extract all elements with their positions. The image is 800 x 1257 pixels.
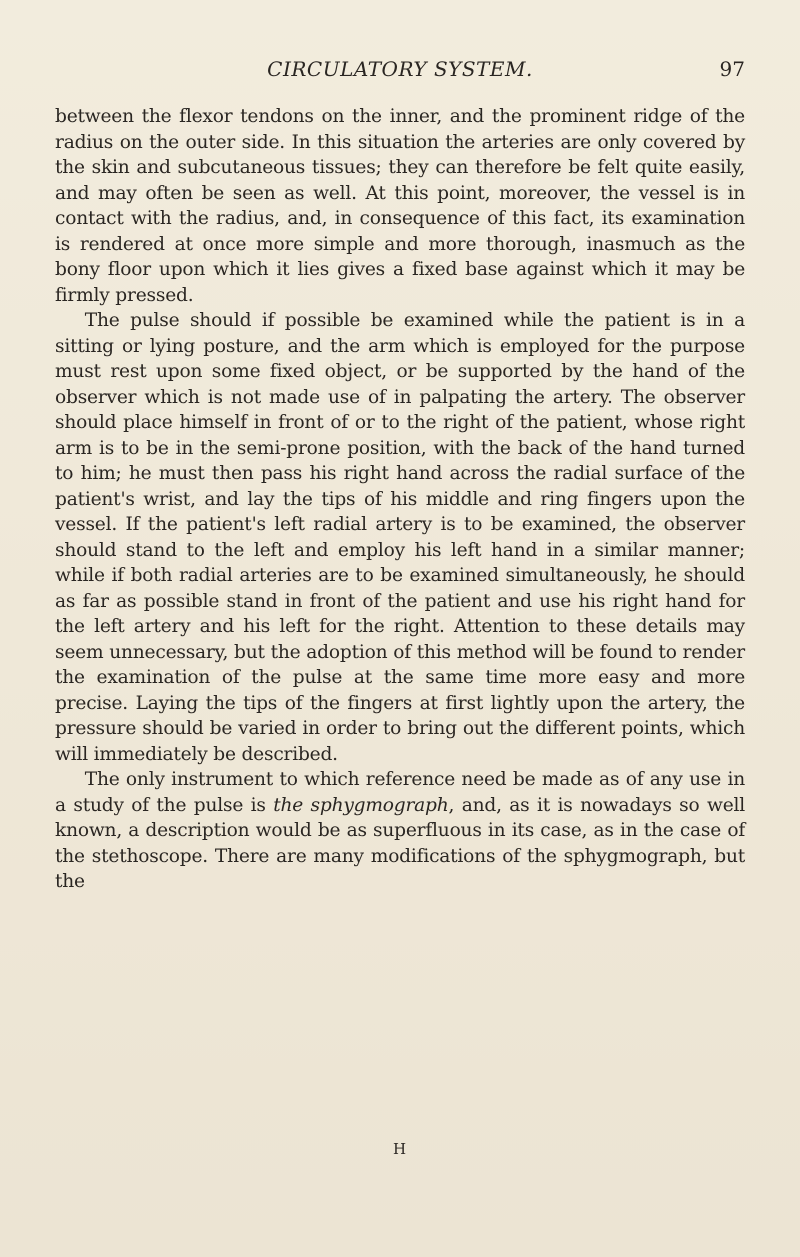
signature-mark: H [392,1140,408,1158]
paragraph-sphygmograph-end: , and, as it is nowadays so well known, a description would be as superfluous in its case, as in the case of the stethoscope. There are many modifications of the sphygmograph, but the [55,794,745,892]
sphygmograph-term: the sphygmograph [273,794,449,816]
running-head [55,57,745,87]
page-number: 97 [719,57,745,81]
body-text [55,104,745,895]
paragraph-sphygmograph [55,767,745,895]
paragraph-continued: between the flexor tendons on the inner, and the prominent ridge of the radius on the outer side. In this situation the arteries are only covered by the skin and subcutaneous tissues; they can therefore be felt quite easily, and may often be seen as well. At this point, moreover, the vessel is in contact with the radius, and, in consequence of this fact, its examination is rendered at once more simple and more thorough, inasmuch as the bony floor upon which it lies gives a fixed base against which it may be firmly pressed. [55,106,745,306]
paragraph-sphygmograph-start: The only instrument to which reference need be made as of any use in a study of the pulse is [55,769,745,816]
running-title: CIRCULATORY SYSTEM. [267,57,533,81]
paragraph-pulse-examination: The pulse should if possible be examined while the patient is in a sitting or lying posture, and the arm which is employed for the purpose must rest upon some fixed object, or be supported by the hand of the observer which is not made use of in palpating the artery. The observer should place himself in front of or to the right of the patient, whose right arm is to be in the semi-prone position, with the back of the hand turned to him; he must then pass his right hand across the radial surface of the patient's wrist, and lay the tips of his middle and ring fingers upon the vessel. If the patient's left radial artery is to be examined, the observer should stand to the left and employ his left hand in a similar manner; while if both radial arteries are to be examined simultaneously, he should as far as possible stand in front of the patient and use his right hand for the left artery and his left for the right. Attention to these details may seem unnecessary, but the adoption of this method will be found to render the examination of the pulse at the same time more easy and more precise. Laying the tips of the fingers at first lightly upon the artery, the pressure should be varied in order to bring out the different points, which will immediately be described. [55,310,745,765]
